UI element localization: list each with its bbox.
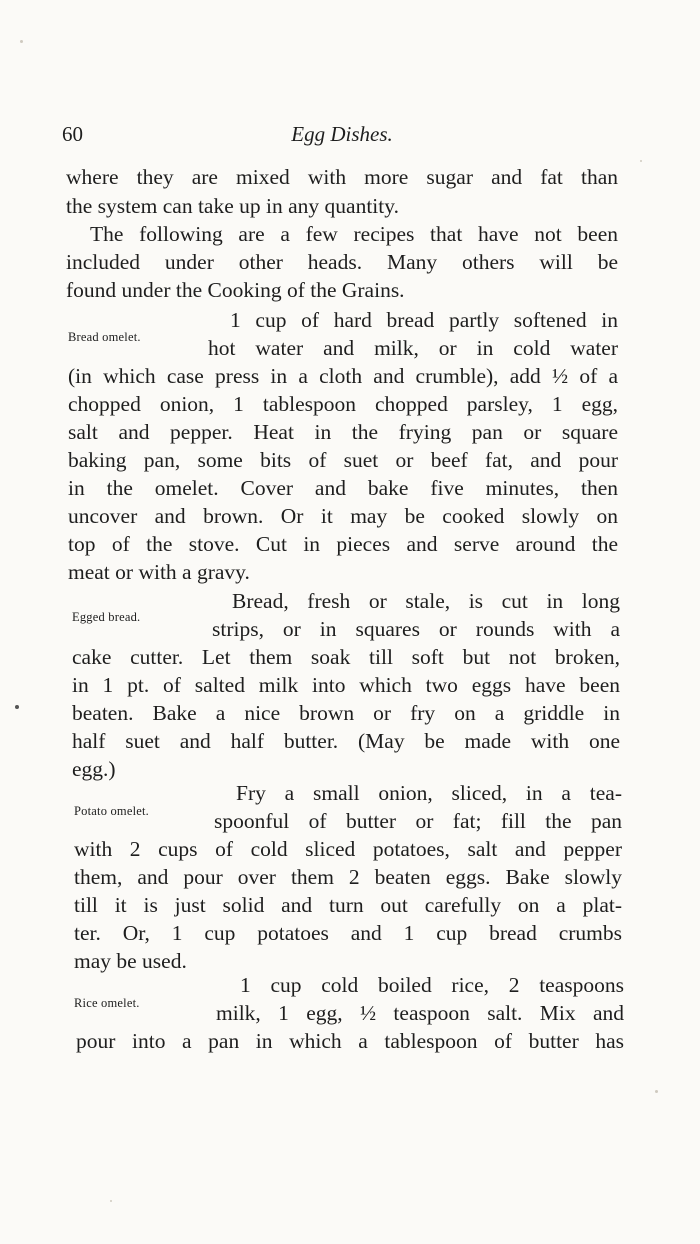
text-line: the system can take up in any quantity. [66,194,399,218]
page-header [62,122,622,152]
paper-speck [110,1200,112,1202]
paper-speck [655,1090,658,1093]
text-line: ter. Or, 1 cup potatoes and 1 cup bread crumbs [74,921,622,945]
text-line: top of the stove. Cut in pieces and serve around the [68,532,618,556]
text-line: Fry a small onion, sliced, in a tea- [236,781,622,805]
text-line: 1 cup of hard bread partly softened in [230,308,618,332]
text-line: in 1 pt. of salted milk into which two eggs have been [72,673,620,697]
text-line: may be used. [74,949,187,973]
paper-speck [15,705,19,709]
text-line: hot water and milk, or in cold water [208,336,618,360]
text-line: cake cutter. Let them soak till soft but not broken, [72,645,620,669]
text-line: in the omelet. Cover and bake five minutes, then [68,476,618,500]
text-line: with 2 cups of cold sliced potatoes, salt and pepper [74,837,622,861]
text-line: beaten. Bake a nice brown or fry on a griddle in [72,701,620,725]
text-line: pour into a pan in which a tablespoon of butter has [76,1029,624,1053]
text-line: them, and pour over them 2 beaten eggs. Bake slowly [74,865,622,889]
paper-speck [20,40,23,43]
text-line: uncover and brown. Or it may be cooked slowly on [68,504,618,528]
text-line: egg.) [72,757,116,781]
text-line: 1 cup cold boiled rice, 2 teaspoons [240,973,624,997]
text-line: milk, 1 egg, ½ teaspoon salt. Mix and [216,1001,624,1025]
page-number: 60 [62,122,83,146]
text-line: The following are a few recipes that have not been [90,222,618,246]
text-line: where they are mixed with more sugar and fat than [66,165,618,189]
text-line: chopped onion, 1 tablespoon chopped parsley, 1 egg, [68,392,618,416]
text-line: baking pan, some bits of suet or beef fat, and pour [68,448,618,472]
text-line: half suet and half butter. (May be made with one [72,729,620,753]
sidenote-rice-omelet: Rice omelet. [74,996,140,1010]
text-line: till it is just solid and turn out carefully on a plat- [74,893,622,917]
text-line: meat or with a gravy. [68,560,250,584]
text-line: found under the Cooking of the Grains. [66,278,405,302]
sidenote-potato-omelet: Potato omelet. [74,804,150,818]
text-line: spoonful of butter or fat; fill the pan [214,809,622,833]
sidenote-bread-omelet: Bread omelet. [68,330,141,344]
text-line: Bread, fresh or stale, is cut in long [232,589,620,613]
paper-speck [640,160,642,162]
text-line: included under other heads. Many others will be [66,250,618,274]
running-title: Egg Dishes. [291,122,393,146]
text-line: salt and pepper. Heat in the frying pan or square [68,420,618,444]
text-line: (in which case press in a cloth and crumble), add ½ of a [68,364,618,388]
sidenote-egged-bread: Egged bread. [72,610,141,624]
text-line: strips, or in squares or rounds with a [212,617,620,641]
